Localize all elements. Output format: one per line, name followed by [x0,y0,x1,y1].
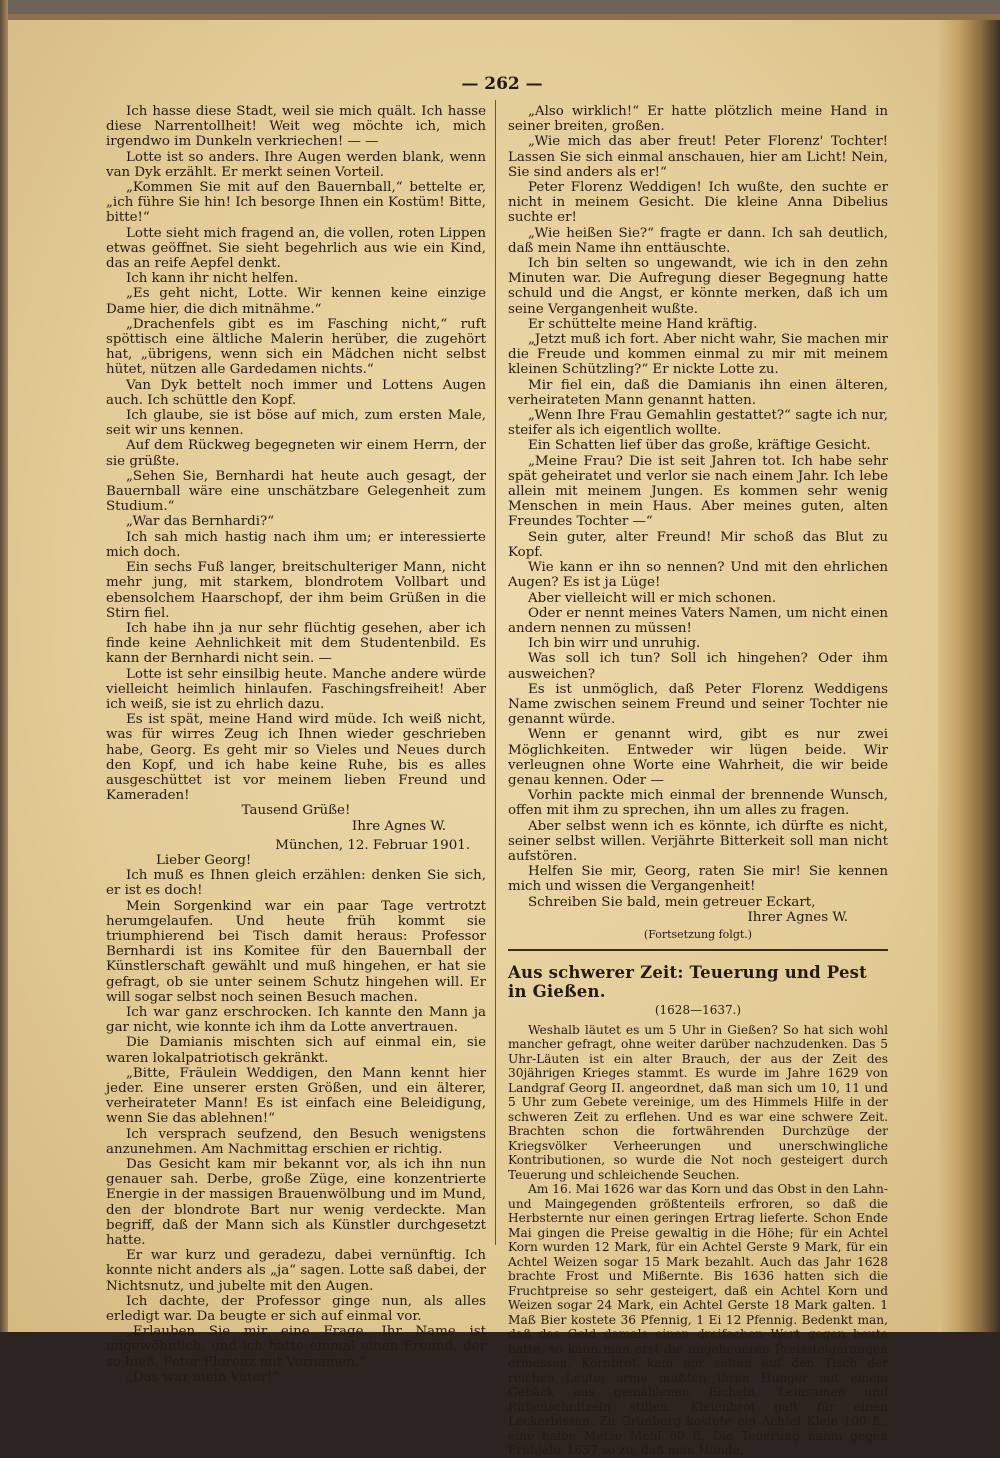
letter-closing: Tausend Grüße! [241,803,351,819]
paragraph: Ich kann ihr nicht helfen. [126,271,299,287]
paragraph: Van Dyk bettelt noch immer und Lottens Augen auch. Ich schüttle den Kopf. [106,377,486,408]
continued-note: (Fortsetzung folgt.) [643,927,753,941]
paragraph: „Wenn Ihre Frau Gemahlin gestattet?“ sagte ich nur, steifer als ich eigentlich wollte. [508,408,888,439]
paragraph: Schreiben Sie bald, mein getreuer Eckart, [528,894,816,910]
paragraph: Peter Florenz Weddigen! Ich wußte, den suchte er nicht in meinem Gesicht. Die kleine Anna Dibelius suchte er! [508,180,888,226]
paragraph: „Erlauben Sie mir eine Frage. Ihr Name ist ungewöhnlich, und ich hatte einmal einen Freund, der so hieß, Peter Florenz mit Vornamen.“ [106,1324,486,1370]
paragraph: Lotte ist so anders. Ihre Augen werden blank, wenn van Dyk erzählt. Er merkt seinen Vorteil. [106,149,486,180]
paragraph: Ich muß es Ihnen gleich erzählen: denken Sie sich, er ist es doch! [106,868,486,899]
letter-dateline: München, 12. Februar 1901. [275,837,470,853]
paragraph: Mir fiel ein, daß die Damianis ihn einen älteren, verheirateten Mann genannt hatten. [508,377,888,408]
paragraph: Was soll ich tun? Soll ich hingehen? Oder ihm ausweichen? [508,651,888,682]
paragraph: Ich habe ihn ja nur sehr flüchtig gesehen, aber ich finde keine Aehnlichkeit mit dem Studentenbild. Es kann der Bernhardi nicht sein. — [106,620,486,667]
paragraph: Oder er nennt meines Vaters Namen, um nicht einen andern nennen zu müssen! [508,605,888,636]
paragraph: Lotte ist sehr einsilbig heute. Manche andere würde vielleicht heimlich hinlaufen. Faschingsfreiheit! Aber ich weiß, sie ist zu ehrlich dazu. [106,666,486,712]
paragraph: Er war kurz und geradezu, dabei vernünftig. Ich konnte nicht anders als „ja“ sagen. Lotte saß dabei, der Nichtsnutz, und jubelte mit den Augen. [106,1248,486,1294]
paragraph: „Drachenfels gibt es im Fasching nicht,“ ruft spöttisch eine ältliche Malerin herüber, die zugehört hat, „übrigens, wenn sich ein Mädchen nicht selbst hütet, nützen alle Gardedamen nichts.“ [106,316,486,378]
paragraph: Mein Sorgenkind war ein paar Tage vertrotzt herumgelaufen. Und heute früh kommt sie triumphierend bei Tisch damit heraus: Professor Bernhardi ist ins Komitee für den Bauernball der Künstlerschaft gewählt und muß hingehen, er hat sie gefragt, ob sie unter seinem Schutz hingehen will. Er will sogar selbst noch seinen Besuch machen. [106,898,486,1005]
paragraph: Lotte sieht mich fragend an, die vollen, roten Lippen etwas geöffnet. Sie sieht begehrlich aus wie ein Kind, das an reife Aepfel denkt. [106,225,486,272]
paragraph: Wenn er genannt wird, gibt es nur zwei Möglichkeiten. Entweder wir lügen beide. Wir verleugnen ohne Worte eine Wahrheit, die wir beide genau kennen. Oder — [508,727,888,788]
paragraph: Es ist spät, meine Hand wird müde. Ich weiß nicht, was für wirres Zeug ich Ihnen wieder geschrieben habe, Georg. Es geht mir so Vieles und Neues durch den Kopf, und ich habe keine Ruhe, bis es alles ausgeschüttet ist vor meinem lieben Freund und Kameraden! [106,712,486,804]
paragraph: Ich glaube, sie ist böse auf mich, zum ersten Male, seit wir uns kennen. [106,408,486,439]
section-rule [508,949,888,951]
paragraph: Er schüttelte meine Hand kräftig. [528,316,758,332]
paragraph: Ich sah mich hastig nach ihm um; er interessierte mich doch. [106,529,486,560]
paragraph: „Das war mein Vater!“ [126,1369,280,1385]
paragraph: „Es geht nicht, Lotte. Wir kennen keine einzige Dame hier, die dich mitnähme.“ [106,286,486,317]
paragraph: „Sehen Sie, Bernhardi hat heute auch gesagt, der Bauernball wäre eine unschätzbare Gelegenheit zum Studium.“ [106,468,486,515]
paragraph: Ich dachte, der Professor ginge nun, als alles erledigt war. Da beugte er sich auf einmal vor. [106,1293,486,1325]
paragraph: Helfen Sie mir, Georg, raten Sie mir! Sie kennen mich und wissen die Vergangenheit! [508,864,888,895]
paragraph: Die Damianis mischten sich auf einmal ein, sie waren lokalpatriotisch gekränkt. [106,1035,486,1066]
paragraph: Ich versprach seufzend, den Besuch wenigstens anzunehmen. Am Nachmittag erschien er richtig. [106,1126,486,1157]
column-divider [495,100,496,1245]
paragraph: Aber selbst wenn ich es könnte, ich dürfte es nicht, seiner selbst willen. Verjährte Bitterkeit soll man nicht aufstören. [508,818,888,864]
paragraph: Weshalb läutet es um 5 Uhr in Gießen? So hat sich wohl mancher gefragt, ohne weiter darüber nachzudenken. Das 5 Uhr-Läuten ist ein alter Brauch, der aus der Zeit des 30jährigen Krieges stammt. Es wurde im Jahre 1629 von Landgraf Georg II. angeordnet, daß man sich um 10, 11 und 5 Uhr zum Gebete vereinige, um des Himmels Hilfe in der schweren Zeit zu erflehen. Und es war eine schwere Zeit. Brachten schon die fortwährenden Durchzüge der Kriegsvölker Verheerungen und unerschwingliche Kontributionen, so wurde die Not noch gesteigert durch Teuerung und schleichende Seuchen. [508,1022,888,1182]
scan-left-edge [0,0,8,1332]
paragraph: Das Gesicht kam mir bekannt vor, als ich ihn nun genauer sah. Derbe, große Züge, eine konzentrierte Energie in der massigen Brauenwölbung und im Mund, den der blondrote Bart nur wenig verdeckte. Man begriff, daß der Mann sich als Künstler durchgesetzt hatte. [106,1157,486,1249]
letter-signature: Ihrer Agnes W. [747,909,848,925]
paragraph: Vorhin packte mich einmal der brennende Wunsch, offen mit ihm zu sprechen, ihn um alles zu fragen. [508,788,888,819]
paragraph: „Kommen Sie mit auf den Bauernball,“ bettelte er, „ich führe Sie hin! Ich besorge Ihnen ein Kostüm! Bitte, bitte!“ [106,180,486,226]
paragraph: „Also wirklich!“ Er hatte plötzlich meine Hand in seiner breiten, großen. [508,104,888,135]
right-column [508,104,888,1458]
article-years: (1628—1637.) [654,1002,742,1017]
scan-top-edge [0,0,1000,20]
paragraph: „Meine Frau? Die ist seit Jahren tot. Ich habe sehr spät geheiratet und verlor sie nach einem Jahr. Ich lebe allein mit meinem Jungen. Es kommen sehr wenig Menschen in mein Haus. Aber meines guten, alten Freundes Tochter —“ [508,453,888,530]
article-body [508,1023,888,1458]
paragraph: „Bitte, Fräulein Weddigen, den Mann kennt hier jeder. Eine unserer ersten Größen, und ein älterer, verheirateter Mann! Es ist einfach eine Beleidigung, wenn Sie das ablehnen!“ [106,1065,486,1127]
paragraph: Ich hasse diese Stadt, weil sie mich quält. Ich hasse diese Narrentollheit! Weit weg möchte ich, mich irgendwo im Dunkeln verkriechen! — — [106,104,486,150]
paragraph: Ein Schatten lief über das große, kräftige Gesicht. [528,438,871,454]
paragraph: Ich bin selten so ungewandt, wie ich in den zehn Minuten war. Die Aufregung dieser Begegnung hatte schuld und die Angst, er könnte merken, daß ich um seine Vergangenheit wußte. [508,256,888,317]
article-headline: Aus schwerer Zeit: Teuerung und Pest in Gießen. [508,962,867,1001]
paragraph: Sein guter, alter Freund! Mir schoß das Blut zu Kopf. [508,529,888,560]
paragraph: Am 16. Mai 1626 war das Korn und das Obst in den Lahn- und Maingegenden größtenteils erfroren, so daß die Herbsternte nur einen geringen Ertrag lieferte. Schon Ende Mai gingen die Preise gewaltig in die Höhe; für ein Achtel Korn wurden 12 Mark, für ein Achtel Gerste 9 Mark, für ein Achtel Weizen sogar 15 Mark bezahlt. Auch das Jahr 1628 brachte Frost und Mißernte. Bis 1636 hatten sich die Fruchtpreise so sehr gesteigert, daß ein Achtel Korn und Weizen sogar 24 Mark, ein Achtel Gerste 18 Mark galten. 1 Maß Bier kostete 36 Pfennig, 1 Ei 12 Pfennig. Bedenkt man, daß das Geld damals einen dreifachen Wert gegen heute hatte, so kann man erst die ungeheueren Preissteigerungen ermessen. Kornbrot kam nur selten auf den Tisch der reichen Leute; arme mußten ihren Hunger mit einem Gebäck aus gemahlenen Eicheln, Leinsamen und Rübenschnitzeln stillen. Kleienbrot galt für einen Leckerbissen. Zu Grünberg kostete ein Achtel Kleie 100 fl., eine halbe Metze Mehl 60 fl. Die Teuerung nahm gegen Frühjahr 1637 so zu, daß man Hunde, [508,1182,888,1458]
paragraph: „Wie heißen Sie?“ fragte er dann. Ich sah deutlich, daß mein Name ihn enttäuschte. [508,225,888,256]
paragraph: Es ist unmöglich, daß Peter Florenz Weddigens Name zwischen seinem Freund und seiner Tochter nie genannt würde. [508,681,888,728]
page-number: — 262 — [461,74,543,94]
left-column [106,104,486,1385]
paragraph: Wie kann er ihn so nennen? Und mit den ehrlichen Augen? Es ist ja Lüge! [508,560,888,591]
letter-salutation: Lieber Georg! [156,852,252,868]
book-gutter [938,20,1000,1332]
paragraph: „War das Bernhardi?“ [126,514,275,530]
paragraph: Ich war ganz erschrocken. Ich kannte den Mann ja gar nicht, wie konnte ich ihm da Lotte anvertrauen. [106,1004,486,1036]
paragraph: „Jetzt muß ich fort. Aber nicht wahr, Sie machen mir die Freude und kommen einmal zu mir mit meinem kleinen Schützling?“ Er nickte Lotte zu. [508,332,888,378]
paragraph: „Wie mich das aber freut! Peter Florenz' Tochter! Lassen Sie sich einmal anschauen, hier am Licht! Nein, Sie sind anders als er!“ [508,134,888,180]
paragraph: Ich bin wirr und unruhig. [528,636,701,652]
paragraph: Ein sechs Fuß langer, breitschulteriger Mann, nicht mehr jung, mit starkem, blondrotem Vollbart und ebensolchem Haarschopf, der ihm beim Grüßen in die Stirn fiel. [106,560,486,621]
paragraph: Aber vielleicht will er mich schonen. [528,590,777,606]
paragraph: Auf dem Rückweg begegneten wir einem Herrn, der sie grüßte. [106,438,486,469]
letter-signature: Ihre Agnes W. [351,818,446,834]
